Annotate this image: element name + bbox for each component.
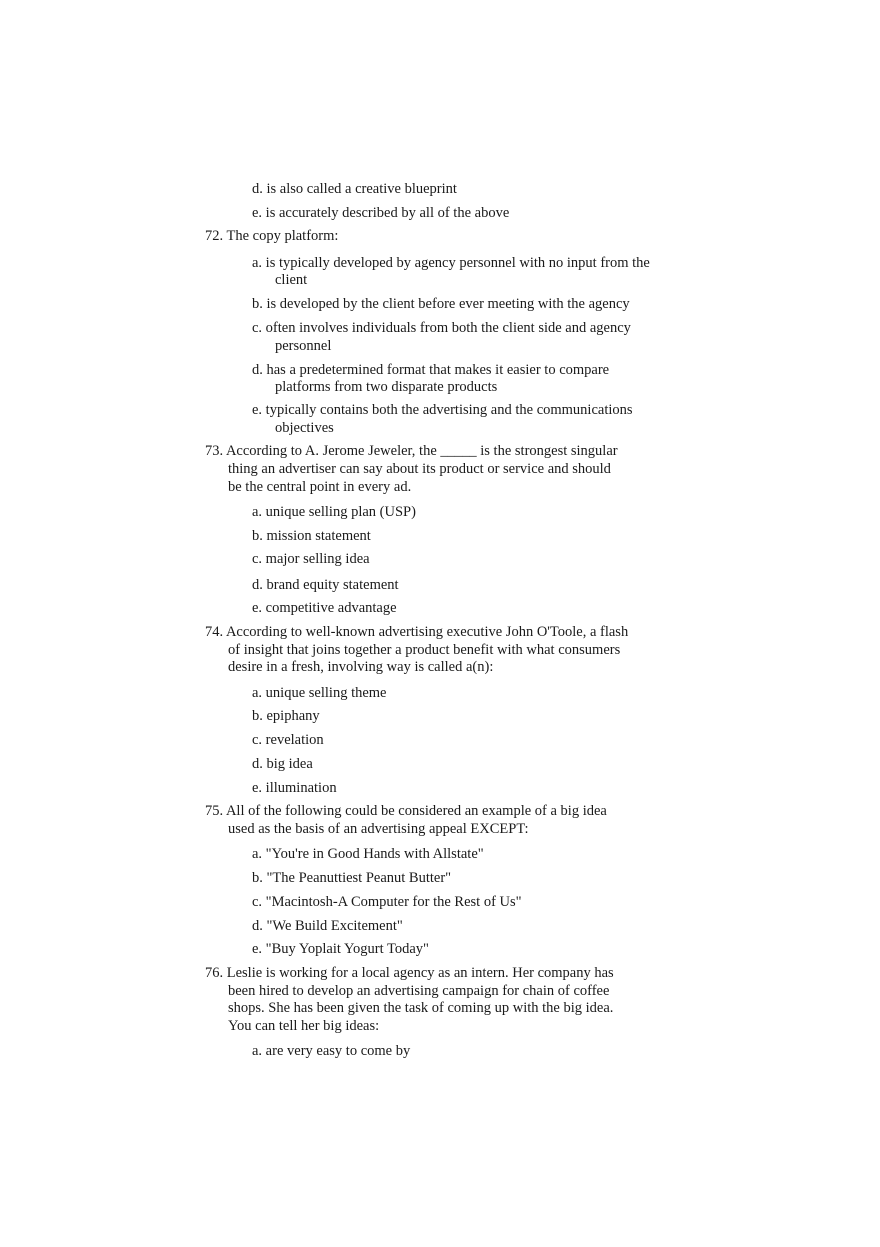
q76-stem-cont-1: been hired to develop an advertising campaign for chain of coffee [228, 983, 610, 999]
q72-option-a-cont: client [275, 272, 308, 288]
q72-option-a: a. is typically developed by agency personnel with no input from the [252, 255, 650, 271]
q72-option-c: c. often involves individuals from both the client side and agency [252, 320, 631, 336]
q74-option-b: b. epiphany [252, 708, 320, 724]
q74-stem-cont-2: desire in a fresh, involving way is called a(n): [228, 659, 494, 675]
q75-stem: 75. All of the following could be considered an example of a big idea [205, 803, 607, 819]
q71-option-d: d. is also called a creative blueprint [252, 181, 457, 197]
q71-option-e: e. is accurately described by all of the above [252, 205, 510, 221]
q72-option-e-cont: objectives [275, 420, 334, 436]
q73-stem-cont-2: be the central point in every ad. [228, 479, 412, 495]
q73-stem: 73. According to A. Jerome Jeweler, the _____ is the strongest singular [205, 443, 618, 459]
q72-stem: 72. The copy platform: [205, 228, 339, 244]
q73-option-d: d. brand equity statement [252, 577, 399, 593]
q76-stem: 76. Leslie is working for a local agency as an intern. Her company has [205, 965, 614, 981]
q74-option-d: d. big idea [252, 756, 313, 772]
q73-option-e: e. competitive advantage [252, 600, 397, 616]
q74-option-a: a. unique selling theme [252, 685, 387, 701]
q76-stem-cont-3: You can tell her big ideas: [228, 1018, 380, 1034]
q76-stem-cont-2: shops. She has been given the task of coming up with the big idea. [228, 1000, 614, 1016]
q72-option-d: d. has a predetermined format that makes it easier to compare [252, 362, 610, 378]
q75-stem-cont-1: used as the basis of an advertising appeal EXCEPT: [228, 821, 529, 837]
q73-stem-cont-1: thing an advertiser can say about its product or service and should [228, 461, 611, 477]
q73-option-b: b. mission statement [252, 528, 371, 544]
q75-option-a: a. "You're in Good Hands with Allstate" [252, 846, 484, 862]
q74-option-e: e. illumination [252, 780, 337, 796]
q73-option-c: c. major selling idea [252, 551, 370, 567]
q76-option-a: a. are very easy to come by [252, 1043, 411, 1059]
q73-option-a: a. unique selling plan (USP) [252, 504, 416, 520]
q75-option-c: c. "Macintosh-A Computer for the Rest of Us" [252, 894, 522, 910]
q72-option-b: b. is developed by the client before ever meeting with the agency [252, 296, 630, 312]
q75-option-d: d. "We Build Excitement" [252, 918, 403, 934]
q72-option-e: e. typically contains both the advertising and the communications [252, 402, 633, 418]
q72-option-c-cont: personnel [275, 338, 332, 354]
q75-option-b: b. "The Peanuttiest Peanut Butter" [252, 870, 452, 886]
q74-stem: 74. According to well-known advertising executive John O'Toole, a flash [205, 624, 629, 640]
q74-option-c: c. revelation [252, 732, 324, 748]
q74-stem-cont-1: of insight that joins together a product benefit with what consumers [228, 642, 621, 658]
q75-option-e: e. "Buy Yoplait Yogurt Today" [252, 941, 429, 957]
q72-option-d-cont: platforms from two disparate products [275, 379, 498, 395]
